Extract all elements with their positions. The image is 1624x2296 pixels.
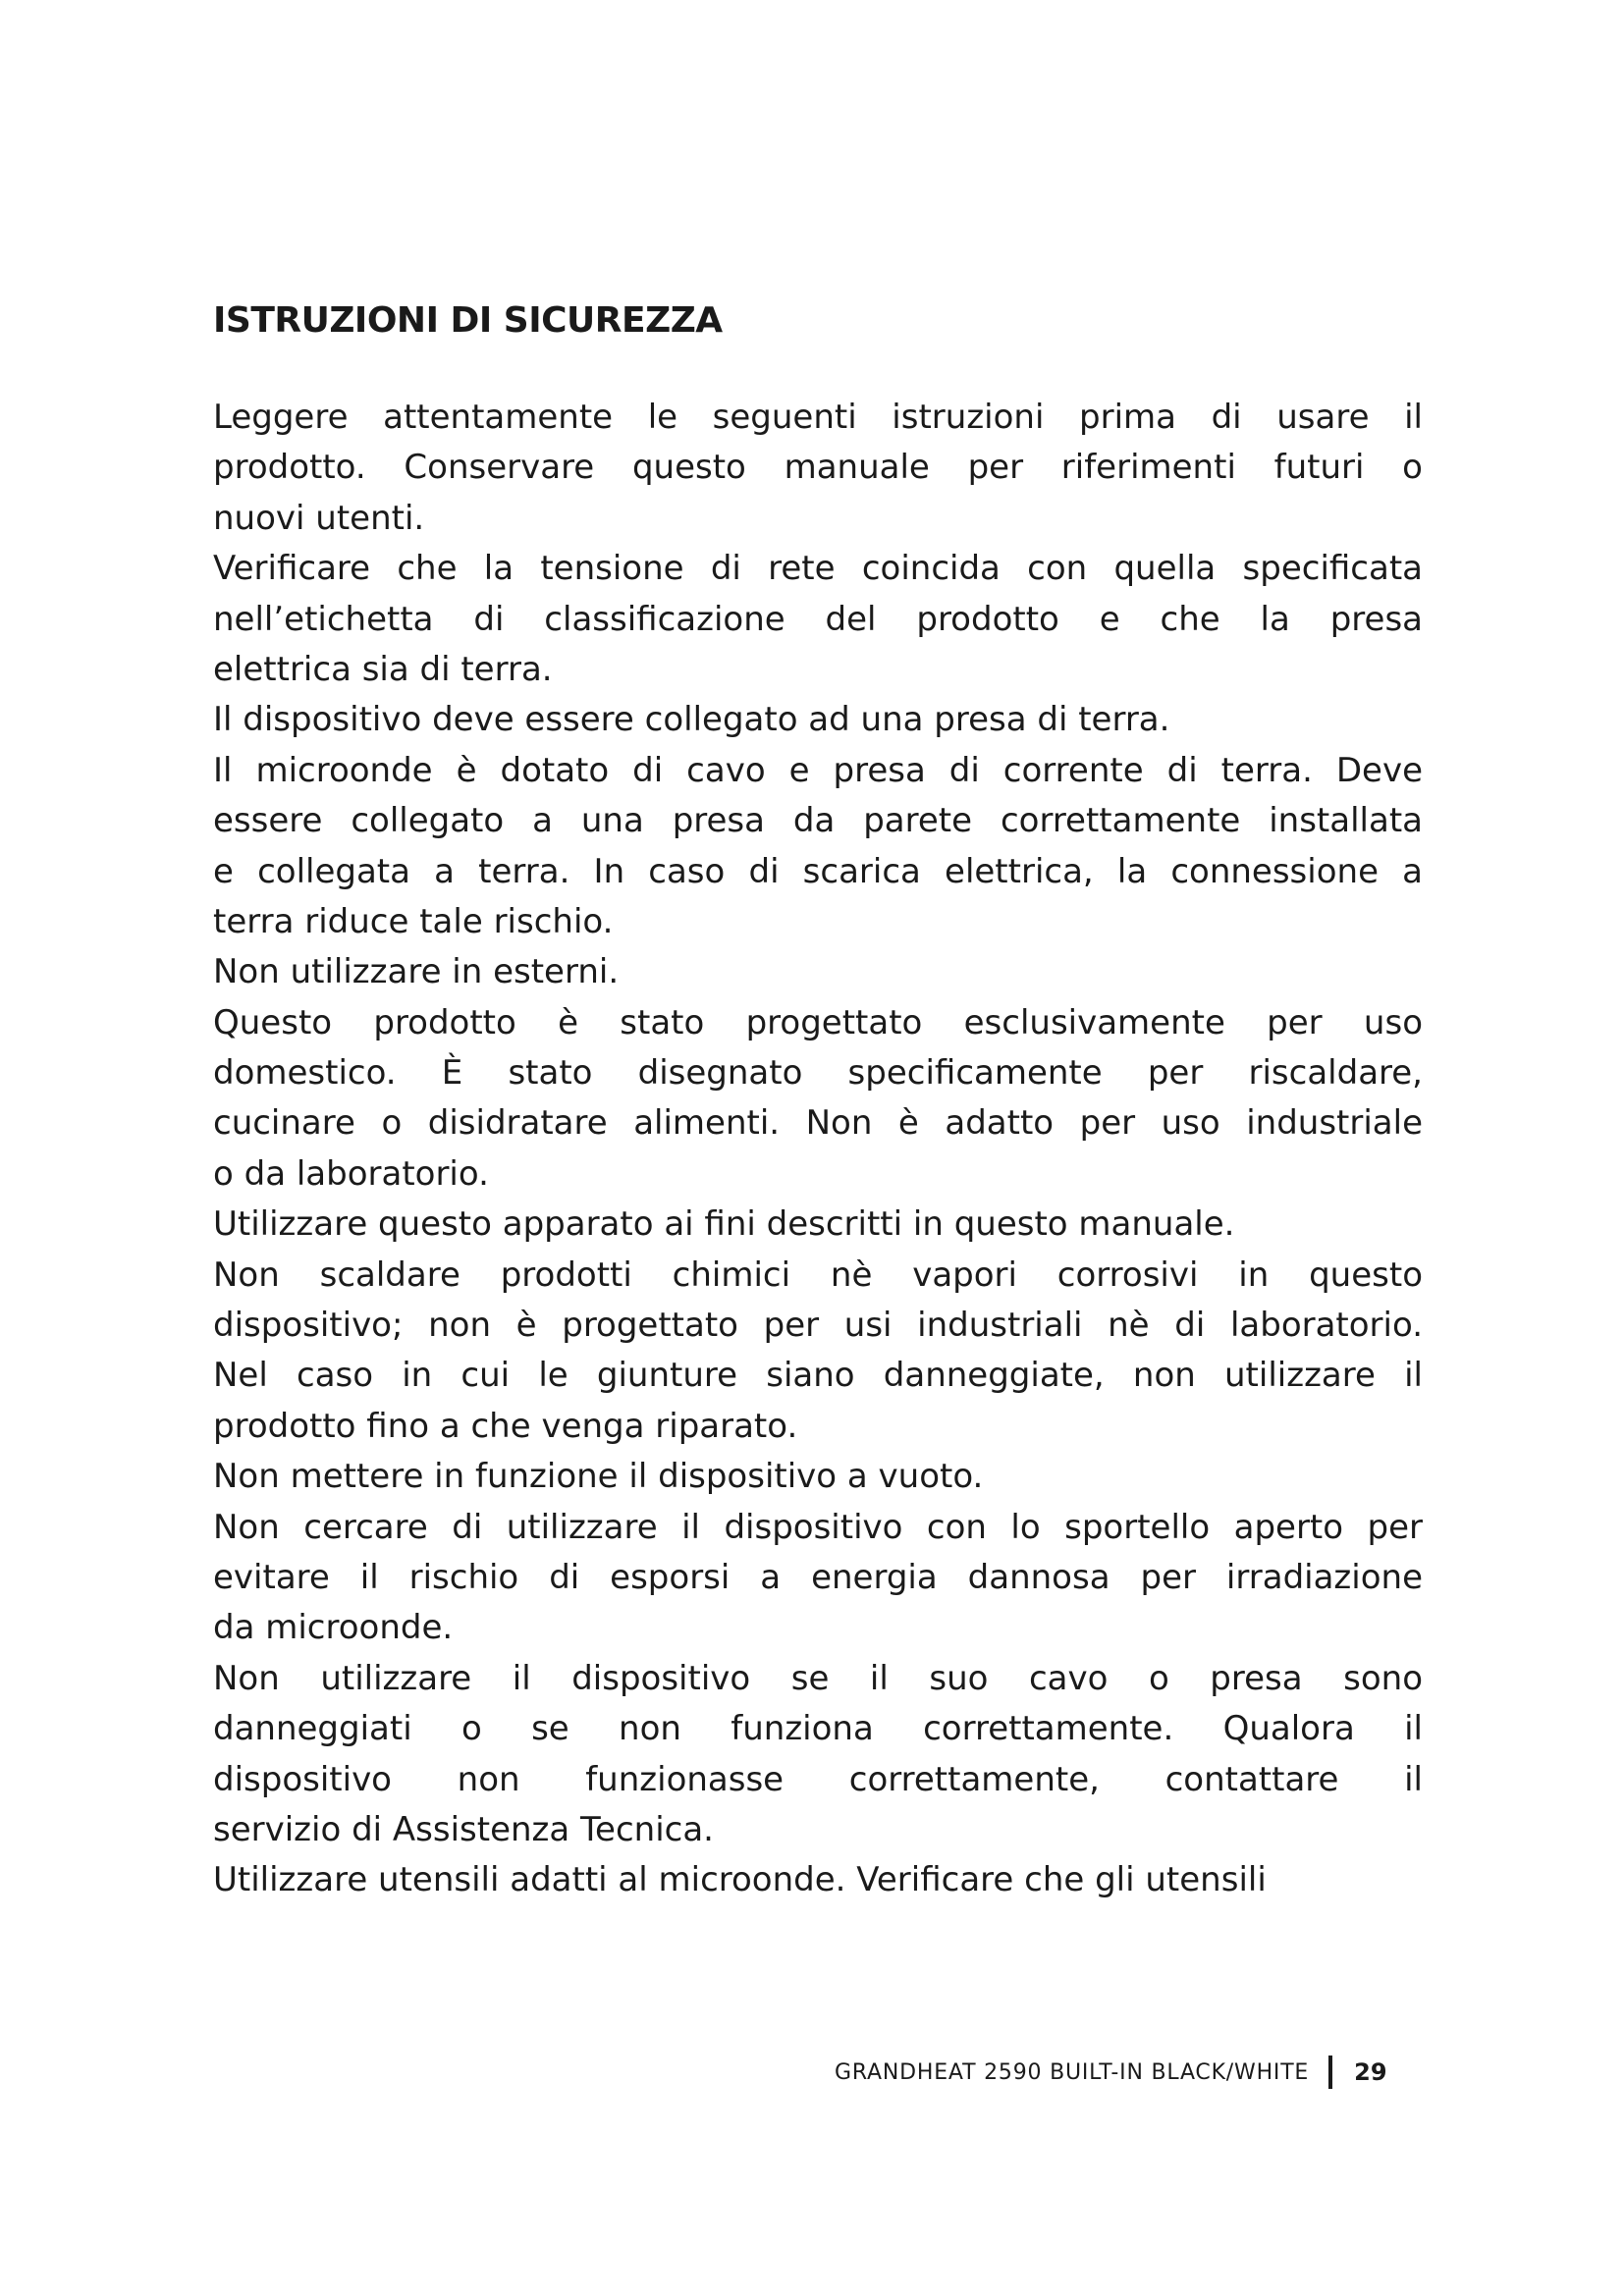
text-line: Utilizzare utensili adatti al microonde. Verificare che gli utensili (213, 1860, 1267, 1900)
text-line: evitare il rischio di esporsi a energia dannosa per irradiazione (213, 1557, 1423, 1597)
text-line: Il microonde è dotato di cavo e presa di corrente di terra. Deve (213, 750, 1423, 790)
text-line: Non mettere in funzione il dispositivo a vuoto. (213, 1457, 984, 1497)
text-line: Non cercare di utilizzare il dispositivo con lo sportello aperto per (213, 1507, 1423, 1547)
text-line: Non utilizzare in esterni. (213, 952, 620, 992)
text-line: Utilizzare questo apparato ai fini descritti in questo manuale. (213, 1204, 1235, 1245)
text-line: da microonde. (213, 1608, 454, 1648)
product-name: GRANDHEAT 2590 BUILT-IN BLACK/WHITE (835, 2059, 1310, 2085)
text-line: servizio di Assistenza Tecnica. (213, 1809, 714, 1849)
page-number: 29 (1354, 2058, 1387, 2086)
text-line: Non scaldare prodotti chimici nè vapori corrosivi in questo (213, 1255, 1423, 1295)
text-line: Il dispositivo deve essere collegato ad una presa di terra. (213, 700, 1170, 740)
text-line: prodotto fino a che venga riparato. (213, 1406, 798, 1446)
text-line: essere collegato a una presa da parete correttamente installata (213, 801, 1423, 841)
text-line: nell’etichetta di classificazione del prodotto e che la presa (213, 599, 1423, 639)
text-line: Leggere attentamente le seguenti istruzioni prima di usare il (213, 398, 1423, 437)
text-line: cucinare o disidratare alimenti. Non è adatto per uso industriale (213, 1103, 1423, 1144)
text-line: nuovi utenti. (213, 498, 425, 538)
safety-instructions-text (213, 393, 1440, 1906)
text-line: Non utilizzare il dispositivo se il suo cavo o presa sono (213, 1658, 1423, 1698)
text-line: Nel caso in cui le giunture siano danneggiate, non utilizzare il (213, 1356, 1423, 1396)
text-line: dispositivo non funzionasse correttamente, contattare il (213, 1759, 1423, 1799)
page-title: ISTRUZIONI DI SICUREZZA (213, 300, 723, 341)
text-line: elettrica sia di terra. (213, 649, 553, 689)
text-line: Verificare che la tensione di rete coincida con quella specificata (213, 549, 1423, 589)
text-line: e collegata a terra. In caso di scarica elettrica, la connessione a (213, 851, 1423, 891)
page-footer (835, 2055, 1387, 2090)
text-line: terra riduce tale rischio. (213, 901, 614, 941)
text-line: danneggiati o se non funziona correttamente. Qualora il (213, 1709, 1423, 1749)
text-line: domestico. È stato disegnato specificamente per riscaldare, (213, 1053, 1423, 1094)
text-line: Questo prodotto è stato progettato esclusivamente per uso (213, 1002, 1423, 1042)
text-line: dispositivo; non è progettato per usi industriali nè di laboratorio. (213, 1306, 1423, 1346)
text-line: o da laboratorio. (213, 1153, 489, 1194)
text-line: prodotto. Conservare questo manuale per riferimenti futuri o (213, 448, 1423, 488)
footer-divider (1328, 2056, 1332, 2089)
